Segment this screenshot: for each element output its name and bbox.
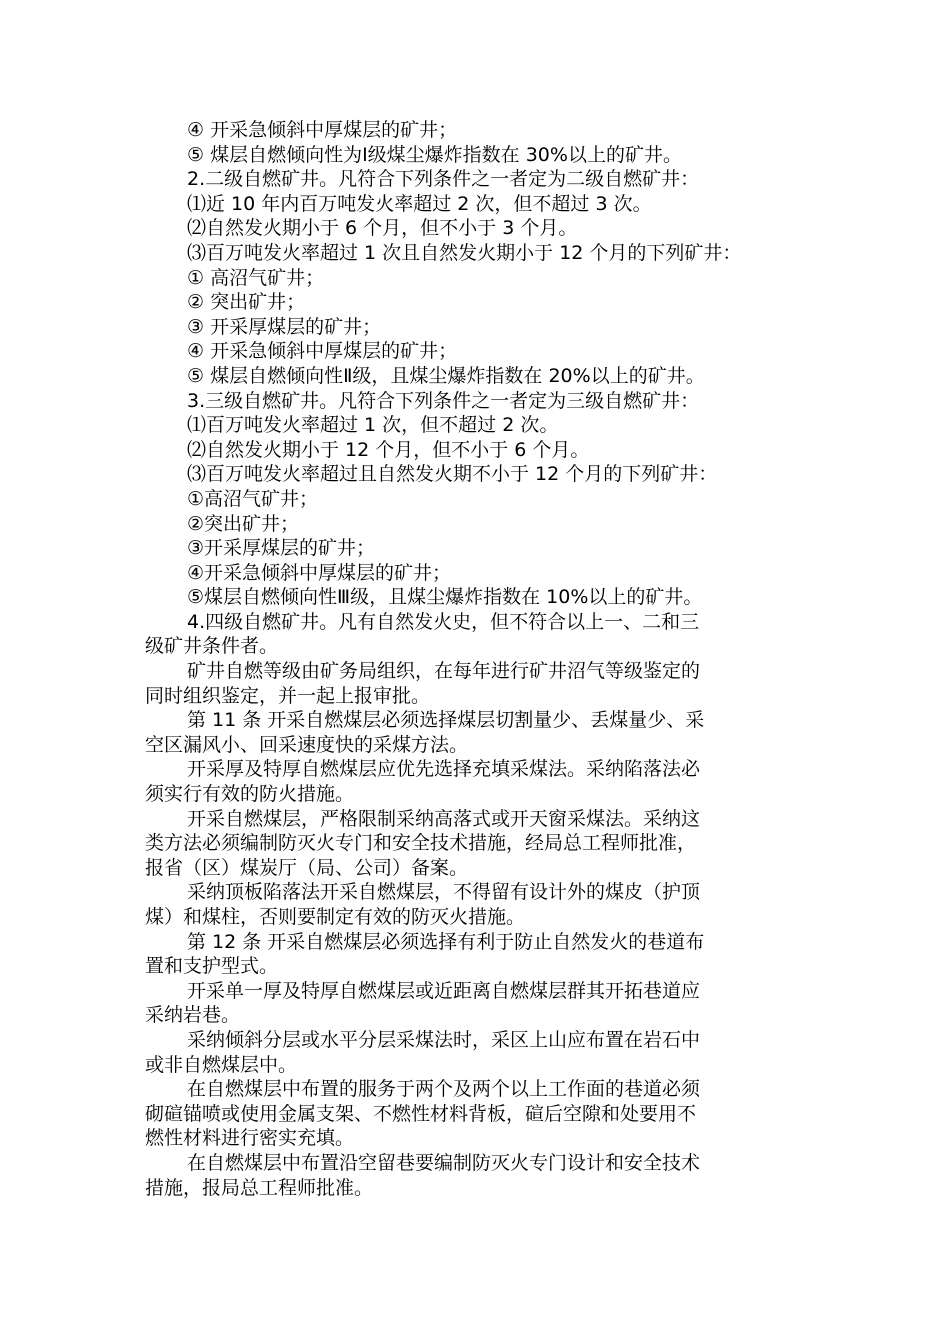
text-line: ② 突出矿井；: [187, 291, 306, 314]
text-line: ⑤ 煤层自燃倾向性Ⅱ级，且煤尘爆炸指数在 20%以上的矿井。: [187, 364, 705, 387]
text-line: 报省（区）煤炭厅（局、公司）备案。: [145, 856, 469, 879]
text-line: 矿井自燃等级由矿务局组织，在每年进行矿井沼气等级鉴定的: [187, 660, 701, 683]
text-line: ⑴百万吨发火率超过 1 次，但不超过 2 次。: [187, 414, 559, 437]
text-line: ①高沼气矿井；: [187, 487, 319, 510]
text-line: 须实行有效的防火措施。: [145, 783, 355, 806]
text-line: ⑶百万吨发火率超过且自然发火期不小于 12 个月的下列矿井：: [187, 463, 718, 486]
text-line: 空区漏风小、回采速度快的采煤方法。: [145, 733, 469, 756]
text-line: ④ 开采急倾斜中厚煤层的矿井；: [187, 119, 458, 141]
text-line: 或非自燃煤层中。: [145, 1053, 298, 1076]
text-line: ②突出矿井；: [187, 512, 300, 535]
text-line: 措施，报局总工程师批准。: [145, 1176, 374, 1199]
text-line: 类方法必须编制防灭火专门和安全技术措施，经局总工程师批准，: [145, 832, 697, 855]
text-line: ⑵自然发火期小于 12 个月，但不小于 6 个月。: [187, 438, 590, 461]
text-line: 4.四级自燃矿井。凡有自然发火史，但不符合以上一、二和三: [187, 610, 700, 633]
text-line: 采纳顶板陷落法开采自燃煤层，不得留有设计外的煤皮（护顶: [187, 881, 701, 904]
text-line: ⑤ 煤层自燃倾向性为Ⅰ级煤尘爆炸指数在 30%以上的矿井。: [187, 143, 682, 166]
text-line: ④ 开采急倾斜中厚煤层的矿井；: [187, 340, 458, 363]
text-line: 开采自燃煤层，严格限制采纳高落式或开天窗采煤法。采纳这: [187, 807, 701, 830]
text-line: ③开采厚煤层的矿井；: [187, 537, 376, 560]
text-line: 煤）和煤柱，否则要制定有效的防灭火措施。: [145, 906, 526, 928]
document-body: [145, 118, 810, 1200]
text-line: ⑶百万吨发火率超过 1 次且自然发火期小于 12 个月的下列矿井：: [187, 241, 742, 264]
text-line: 开采单一厚及特厚自燃煤层或近距离自燃煤层群其开拓巷道应: [187, 979, 701, 1002]
text-line: 同时组织鉴定，并一起上报审批。: [145, 684, 431, 707]
text-line: 采纳倾斜分层或水平分层采煤法时，采区上山应布置在岩石中: [187, 1028, 701, 1051]
text-line: ④开采急倾斜中厚煤层的矿井；: [187, 561, 452, 584]
text-line: 在自燃煤层中布置的服务于两个及两个以上工作面的巷道必须: [187, 1078, 701, 1101]
text-line: 砌碹锚喷或使用金属支架、不燃性材料背板，碹后空隙和处要用不: [145, 1102, 697, 1125]
text-line: 燃性材料进行密实充填。: [145, 1127, 355, 1150]
text-line: ③ 开采厚煤层的矿井；: [187, 315, 382, 338]
text-line: ⑴近 10 年内百万吨发火率超过 2 次，但不超过 3 次。: [187, 192, 652, 215]
text-line: 采纳岩巷。: [145, 1004, 241, 1027]
text-line: ⑤煤层自燃倾向性Ⅲ级，且煤尘爆炸指数在 10%以上的矿井。: [187, 586, 703, 609]
text-line: 置和支护型式。: [145, 955, 279, 978]
text-line: ⑵自然发火期小于 6 个月，但不小于 3 个月。: [187, 217, 578, 240]
text-line: 在自燃煤层中布置沿空留巷要编制防灭火专门设计和安全技术: [187, 1151, 701, 1174]
text-line: 第 12 条 开采自燃煤层必须选择有利于防止自然发火的巷道布: [187, 930, 705, 953]
text-line: 3.三级自燃矿井。凡符合下列条件之一者定为三级自燃矿井：: [187, 389, 700, 412]
text-line: ① 高沼气矿井；: [187, 266, 325, 289]
text-line: 2.二级自燃矿井。凡符合下列条件之一者定为二级自燃矿井：: [187, 168, 700, 191]
text-line: 级矿井条件者。: [145, 635, 279, 658]
text-line: 开采厚及特厚自燃煤层应优先选择充填采煤法。采纳陷落法必: [187, 758, 701, 781]
text-line: 第 11 条 开采自燃煤层必须选择煤层切割量少、丢煤量少、采: [187, 709, 705, 732]
